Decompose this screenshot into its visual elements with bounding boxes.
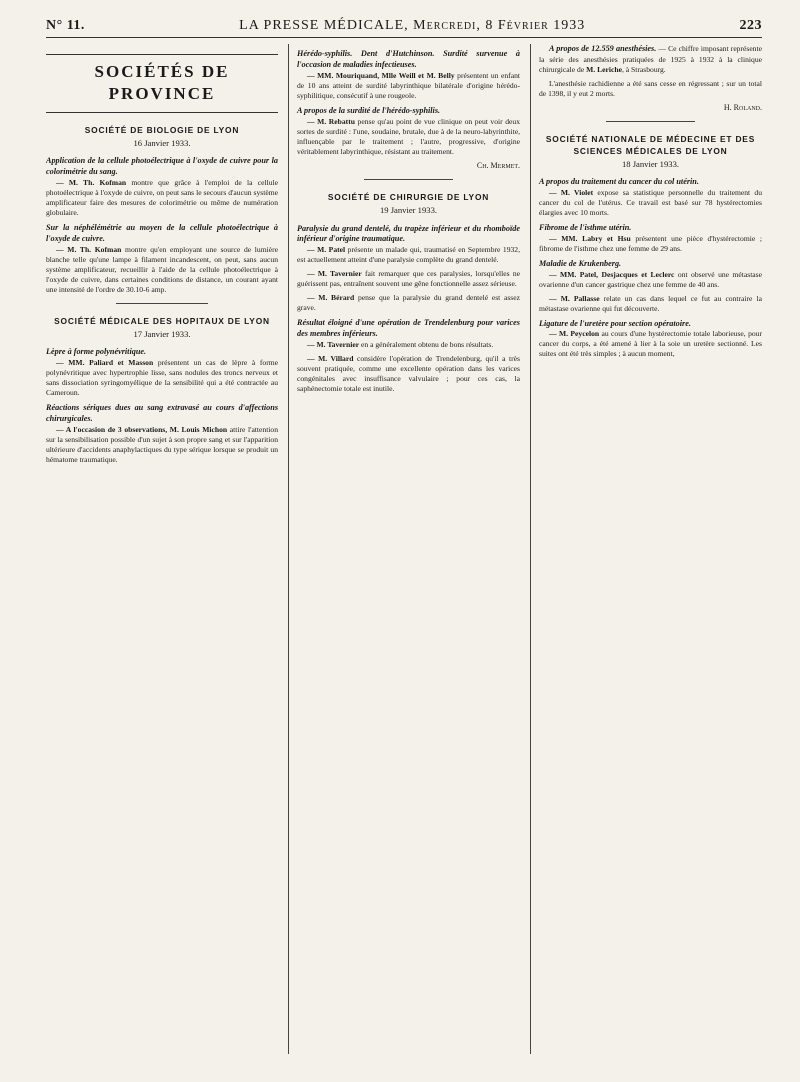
article-text: en a généralement obtenu de bons résultats. — [361, 339, 494, 349]
article-paragraph — [539, 234, 762, 254]
author-name: — M. Villard — [307, 354, 354, 363]
author-name: — M. Violet — [549, 187, 594, 197]
article-paragraph — [297, 71, 520, 101]
article-text: expose sa statistique personnelle du traitement du cancer du col de l'utérus. Ce travail est basé sur 78 hystérectomies élargies avec 10 morts. — [539, 187, 762, 217]
section-title: SOCIÉTÉS DE PROVINCE — [46, 54, 278, 113]
author-name: — M. Rebattu — [307, 116, 355, 126]
article-text: pense que la paralysie du grand dentelé est assez grave. — [297, 293, 520, 313]
article-paragraph — [539, 329, 762, 359]
divider — [606, 121, 695, 122]
article-paragraph — [539, 188, 762, 218]
author-name: — A l'occasion de 3 observations, M. Louis Michon — [56, 424, 228, 434]
article-heading: A propos du traitement du cancer du col utérin. — [539, 176, 699, 186]
article-text: présente un malade qui, traumatisé en Septembre 1932, est actuellement atteint d'une paralysie complète du grand dentelé. — [297, 245, 520, 265]
article-text: présentent un enfant de 10 ans atteint de surdité labyrinthique bilatérale d'origine hérédo-syphilitique, consécutif à une rougeole. — [297, 70, 520, 100]
column-3 — [530, 44, 762, 1054]
article-text: , à Strasbourg. — [621, 64, 666, 74]
author-name: — M. Tavernier — [307, 269, 362, 279]
page-number: 223 — [739, 18, 762, 33]
signature: H. Roland. — [723, 102, 762, 112]
author-name: — M. Th. Kofman — [56, 244, 122, 254]
article-text: pense qu'au point de vue clinique on peut voir deux sortes de surdité : l'une, soudaine, brutale, due à de la neuro-labyrinthite, influençable par le traitement ; l'autre, progressive, d'origine véritablement labyrinthique, résistant au traitement. — [297, 116, 520, 156]
article-text: au cours d'une hystérectomie totale laborieuse, pour cancer du corps, a été amené à lier à la soie un uretère sectionné. Les suites ont été très simples ; à aucun moment, — [539, 329, 762, 359]
article-paragraph — [297, 269, 520, 289]
author-name: — M. Bérard — [307, 293, 355, 303]
article-paragraph — [297, 245, 520, 265]
article-heading: Réactions sériques dues au sang extravasé au cours d'affections chirurgicales. — [46, 403, 278, 423]
author-name: — M. Peycelon — [549, 329, 600, 339]
article-paragraph — [297, 293, 520, 313]
article-heading: Lèpre à forme polynévritique. — [46, 347, 147, 357]
article-text: fait remarquer que ces paralysies, lorsqu'elles ne guérissent pas, entraînent souvent une gêne fonctionnelle assez sérieuse. — [297, 269, 520, 289]
article-heading: Paralysie du grand dentelé, du trapèze inférieur et du rhomboïde inférieur d'origine traumatique. — [297, 223, 520, 244]
journal-title: LA PRESSE MÉDICALE, Mercredi, 8 Février 1933 — [239, 18, 586, 33]
masthead — [46, 18, 762, 38]
article-text: — Ce chiffre imposant représente la série des anesthésies pratiquées de 1925 à 1932 à la clinique chirurgicale de — [539, 44, 762, 74]
article-heading: A propos de la surdité de l'hérédo-syphilis. — [297, 105, 441, 115]
author-name: — MM. Patel, Desjacques et Leclerc — [549, 269, 675, 279]
article-paragraph — [46, 425, 278, 465]
article-heading: Hérédo-syphilis. Dent d'Hutchinson. Surdité survenue à l'occasion de maladies infectieuses. — [297, 49, 520, 69]
column-2 — [288, 44, 520, 1054]
article-columns — [46, 44, 762, 1054]
article-text: présentent un cas de lèpre à forme polynévritique avec hypertrophie lisse, sans nodules des troncs nerveux et sans dissociation syringomyélique de la sensibilité qui a été contractée au Cameroun. — [46, 358, 278, 398]
divider — [116, 303, 209, 304]
article-heading: Maladie de Krukenberg. — [539, 258, 622, 268]
article-paragraph — [539, 270, 762, 290]
article-paragraph — [46, 178, 278, 218]
session-date: 16 Janvier 1933. — [133, 137, 191, 148]
article-paragraph — [46, 358, 278, 398]
article-paragraph — [46, 245, 278, 295]
article-paragraph — [539, 44, 762, 75]
society-heading: SOCIÉTÉ NATIONALE DE MÉDECINE ET DES SCIENCES MÉDICALES DE LYON — [545, 134, 756, 156]
article-text: ont observé une métastase ovarienne d'un cancer gastrique chez une femme de 40 ans. — [539, 269, 762, 289]
divider — [364, 179, 453, 180]
author-name: — M. Patel — [307, 245, 346, 255]
article-text: montre que grâce à l'emploi de la cellule photoélectrique à l'oxyde de cuivre, on peut sans le secours d'aucun système amplificateur faire des mesures de colorimétrie ou même de numération globulaire. — [46, 177, 278, 218]
author-name: — M. Tavernier — [307, 339, 360, 349]
author-name: — MM. Paliard et Masson — [56, 358, 154, 368]
article-heading: A propos de 12.559 anesthésies. — [549, 44, 657, 53]
article-text: attire l'attention sur la sensibilisation possible d'un sujet à son propre sang et sur l'apparition ultérieure d'accidents anaphylactiques du type sérique lorsque se produit un hématome traumatique. — [46, 424, 278, 464]
article-paragraph: L'anesthésie rachidienne a été sans cesse en régressant ; sur un total de 1398, il y eut 2 morts. — [539, 78, 762, 98]
article-paragraph — [297, 117, 520, 157]
society-heading: SOCIÉTÉ DE CHIRURGIE DE LYON — [327, 192, 490, 203]
author-name: — MM. Mouriquand, Mlle Weill et M. Belly — [307, 70, 455, 80]
author-name: — M. Th. Kofman — [56, 177, 127, 187]
article-paragraph — [539, 294, 762, 314]
article-text: relate un cas dans lequel ce fut au contraire la métastase ovarienne qui fut découverte. — [539, 293, 762, 313]
article-text: montre qu'en employant une source de lumière blanche telle qu'une lampe à filament incandescent, on peut, sans aucun système amplificateur, recueillir à l'aide de la cellule photoélectrique à l'oxyde de cuivre, dans certaines conditions de distance, un courant ayant une intensité de l'ordre de 30.10-6 amp. — [46, 244, 278, 294]
society-heading: SOCIÉTÉ MÉDICALE DES HOPITAUX DE LYON — [54, 315, 270, 326]
issue-number: N° 11. — [46, 18, 85, 33]
article-heading: Fibrome de l'isthme utérin. — [539, 222, 632, 232]
article-text: présentent une pièce d'hystérectomie ; fibrome de l'isthme chez une femme de 29 ans. — [539, 233, 762, 253]
author-name: M. Leriche — [586, 64, 622, 74]
article-paragraph — [297, 340, 520, 350]
article-heading: Sur la néphélémétrie au moyen de la cellule photoélectrique à l'oxyde de cuivre. — [46, 223, 278, 243]
society-heading: SOCIÉTÉ DE BIOLOGIE DE LYON — [84, 124, 240, 135]
signature: Ch. Mermet. — [476, 160, 520, 170]
session-date: 17 Janvier 1933. — [133, 328, 191, 339]
session-date: 18 Janvier 1933. — [621, 158, 680, 169]
article-text: considère l'opération de Trendelenburg, qu'il a très souvent pratiquée, comme une excellente opération dans les varices congénitales avec insuffisance valvulaire ; pour ces cas, la saphénectomie totale est inutile. — [297, 354, 520, 394]
author-name: — M. Pallasse — [549, 293, 600, 303]
article-paragraph — [297, 354, 520, 394]
column-1 — [46, 44, 278, 1054]
article-heading: Application de la cellule photoélectrique à l'oxyde de cuivre pour la colorimétrie du sang. — [46, 156, 278, 177]
author-name: — MM. Labry et Hsu — [549, 233, 631, 243]
article-heading: Résultat éloigné d'une opération de Trendelenburg pour varices des membres inférieurs. — [297, 318, 520, 339]
article-heading: Ligature de l'uretère pour section opératoire. — [539, 318, 691, 328]
session-date: 19 Janvier 1933. — [379, 205, 438, 216]
